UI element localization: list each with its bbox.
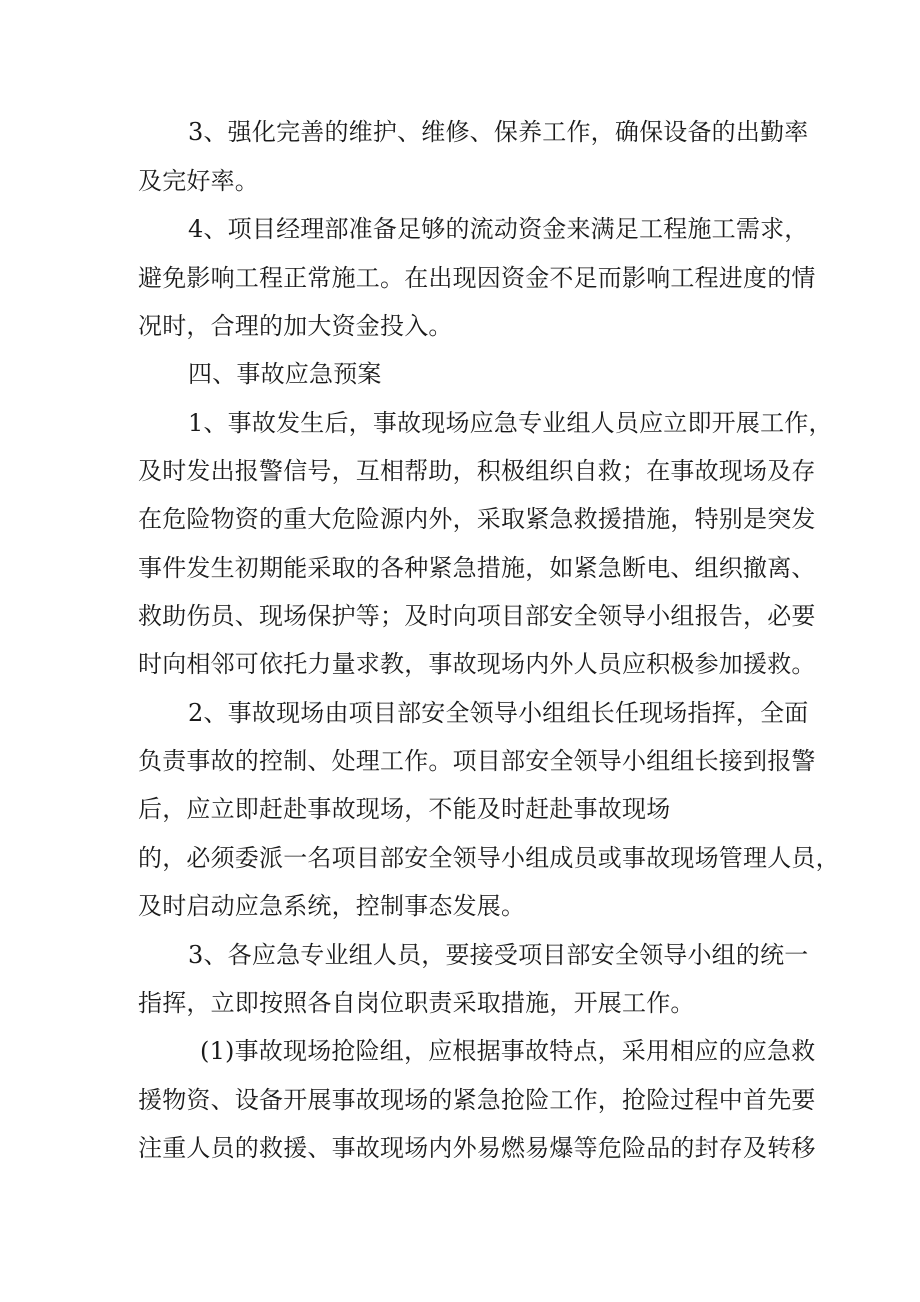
text-line: 况时，合理的加大资金投入。	[138, 312, 453, 340]
text-line: 1、事故发生后，事故现场应急专业组人员应立即开展工作，	[188, 409, 833, 437]
text-line: 及时发出报警信号，互相帮助，积极组织自救；在事故现场及存	[138, 457, 816, 485]
text-line: 事件发生初期能采取的各种紧急措施，如紧急断电、组织撤离、	[138, 554, 816, 582]
text-line: (1)事故现场抢险组，应根据事故特点，采用相应的应急救	[200, 1037, 816, 1065]
text-line: 援物资、设备开展事故现场的紧急抢险工作，抢险过程中首先要	[138, 1086, 816, 1114]
text-line: 救助伤员、现场保护等；及时向项目部安全领导小组报告，必要	[138, 602, 816, 630]
text-line: 避免影响工程正常施工。在出现因资金不足而影响工程进度的情	[138, 264, 816, 292]
section-heading: 四、事故应急预案	[188, 360, 382, 388]
text-line: 时向相邻可依托力量求教，事故现场内外人员应积极参加援救。	[138, 650, 816, 678]
text-line: 在危险物资的重大危险源内外，采取紧急救援措施，特别是突发	[138, 505, 816, 533]
text-line: 及完好率。	[138, 167, 259, 195]
text-line: 及时启动应急系统，控制事态发展。	[138, 892, 526, 920]
text-line: 2、事故现场由项目部安全领导小组组长任现场指挥，全面	[188, 699, 809, 727]
text-line: 4、项目经理部准备足够的流动资金来满足工程施工需求，	[188, 215, 809, 243]
text-line: 注重人员的救援、事故现场内外易燃易爆等危险品的封存及转移	[138, 1134, 816, 1162]
text-line: 负责事故的控制、处理工作。项目部安全领导小组组长接到报警	[138, 747, 816, 775]
text-line: 3、各应急专业组人员，要接受项目部安全领导小组的统一	[188, 941, 809, 969]
text-line: 的，必须委派一名项目部安全领导小组成员或事故现场管理人员，	[138, 844, 840, 872]
text-line: 指挥，立即按照各自岗位职责采取措施，开展工作。	[138, 989, 695, 1017]
text-line: 后，应立即赶赴事故现场，不能及时赶赴事故现场	[138, 795, 671, 823]
text-line: 3、强化完善的维护、维修、保养工作，确保设备的出勤率	[188, 118, 809, 146]
